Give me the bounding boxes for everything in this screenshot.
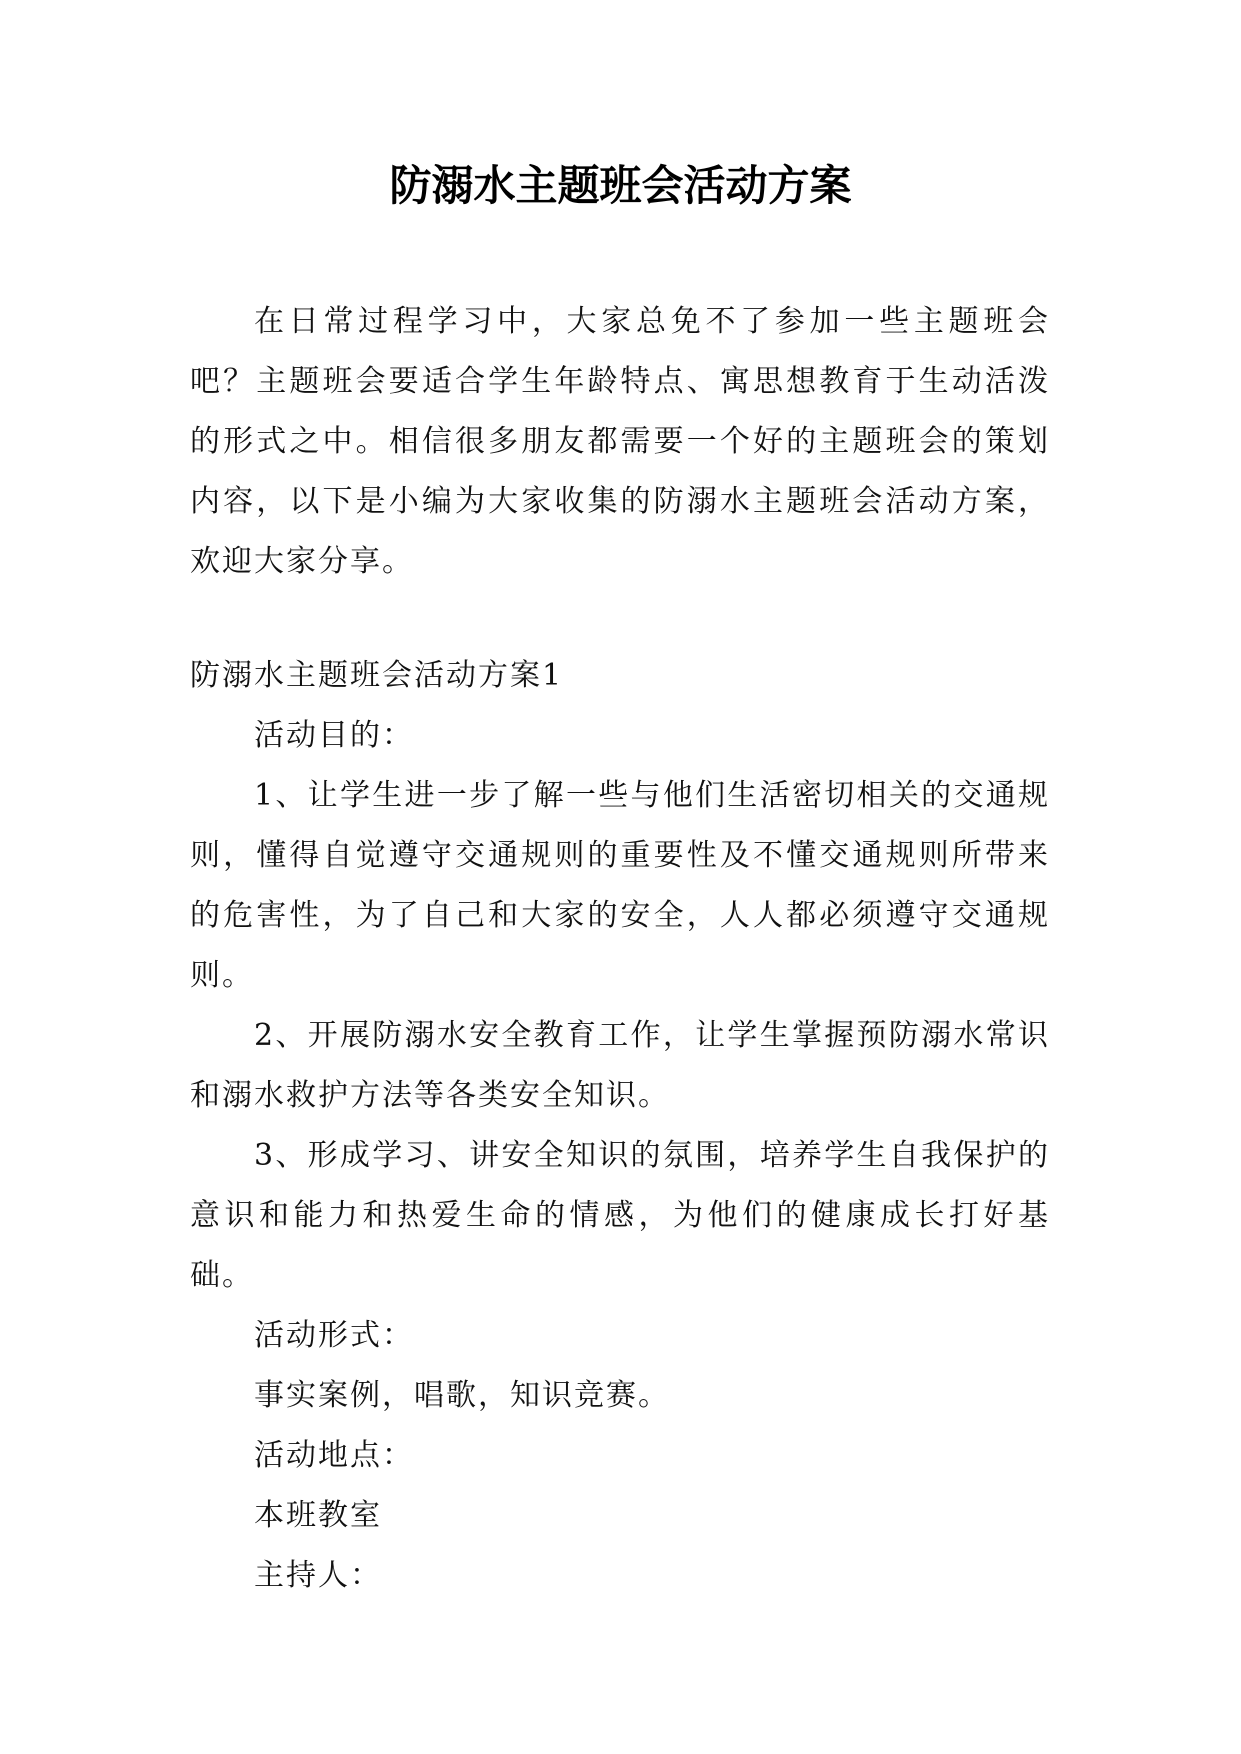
form-label: 活动形式： xyxy=(254,1318,414,1353)
document-body xyxy=(190,292,1050,1606)
purpose-item-3: 3、形成学习、讲安全知识的氛围，培养学生自我保护的意识和能力和热爱生命的情感，为他们的健康成长打好基础。 xyxy=(190,1138,1050,1293)
purpose-label: 活动目的： xyxy=(254,718,414,753)
purpose-item-2: 2、开展防溺水安全教育工作，让学生掌握预防溺水常识和溺水救护方法等各类安全知识。 xyxy=(190,1018,1050,1113)
section-heading: 防溺水主题班会活动方案1 xyxy=(190,658,564,693)
location-label: 活动地点： xyxy=(254,1438,414,1473)
host-label: 主持人： xyxy=(254,1558,382,1593)
purpose-item-1: 1、让学生进一步了解一些与他们生活密切相关的交通规则，懂得自觉遵守交通规则的重要性及不懂交通规则所带来的危害性，为了自己和大家的安全，人人都必须遵守交通规则。 xyxy=(190,778,1050,993)
document-title: 防溺水主题班会活动方案 xyxy=(389,161,852,210)
form-value: 事实案例，唱歌，知识竞赛。 xyxy=(254,1378,670,1413)
intro-paragraph: 在日常过程学习中，大家总免不了参加一些主题班会吧？主题班会要适合学生年龄特点、寓思想教育于生动活泼的形式之中。相信很多朋友都需要一个好的主题班会的策划内容，以下是小编为大家收集的防溺水主题班会活动方案，欢迎大家分享。 xyxy=(190,304,1050,579)
location-value: 本班教室 xyxy=(254,1498,382,1533)
